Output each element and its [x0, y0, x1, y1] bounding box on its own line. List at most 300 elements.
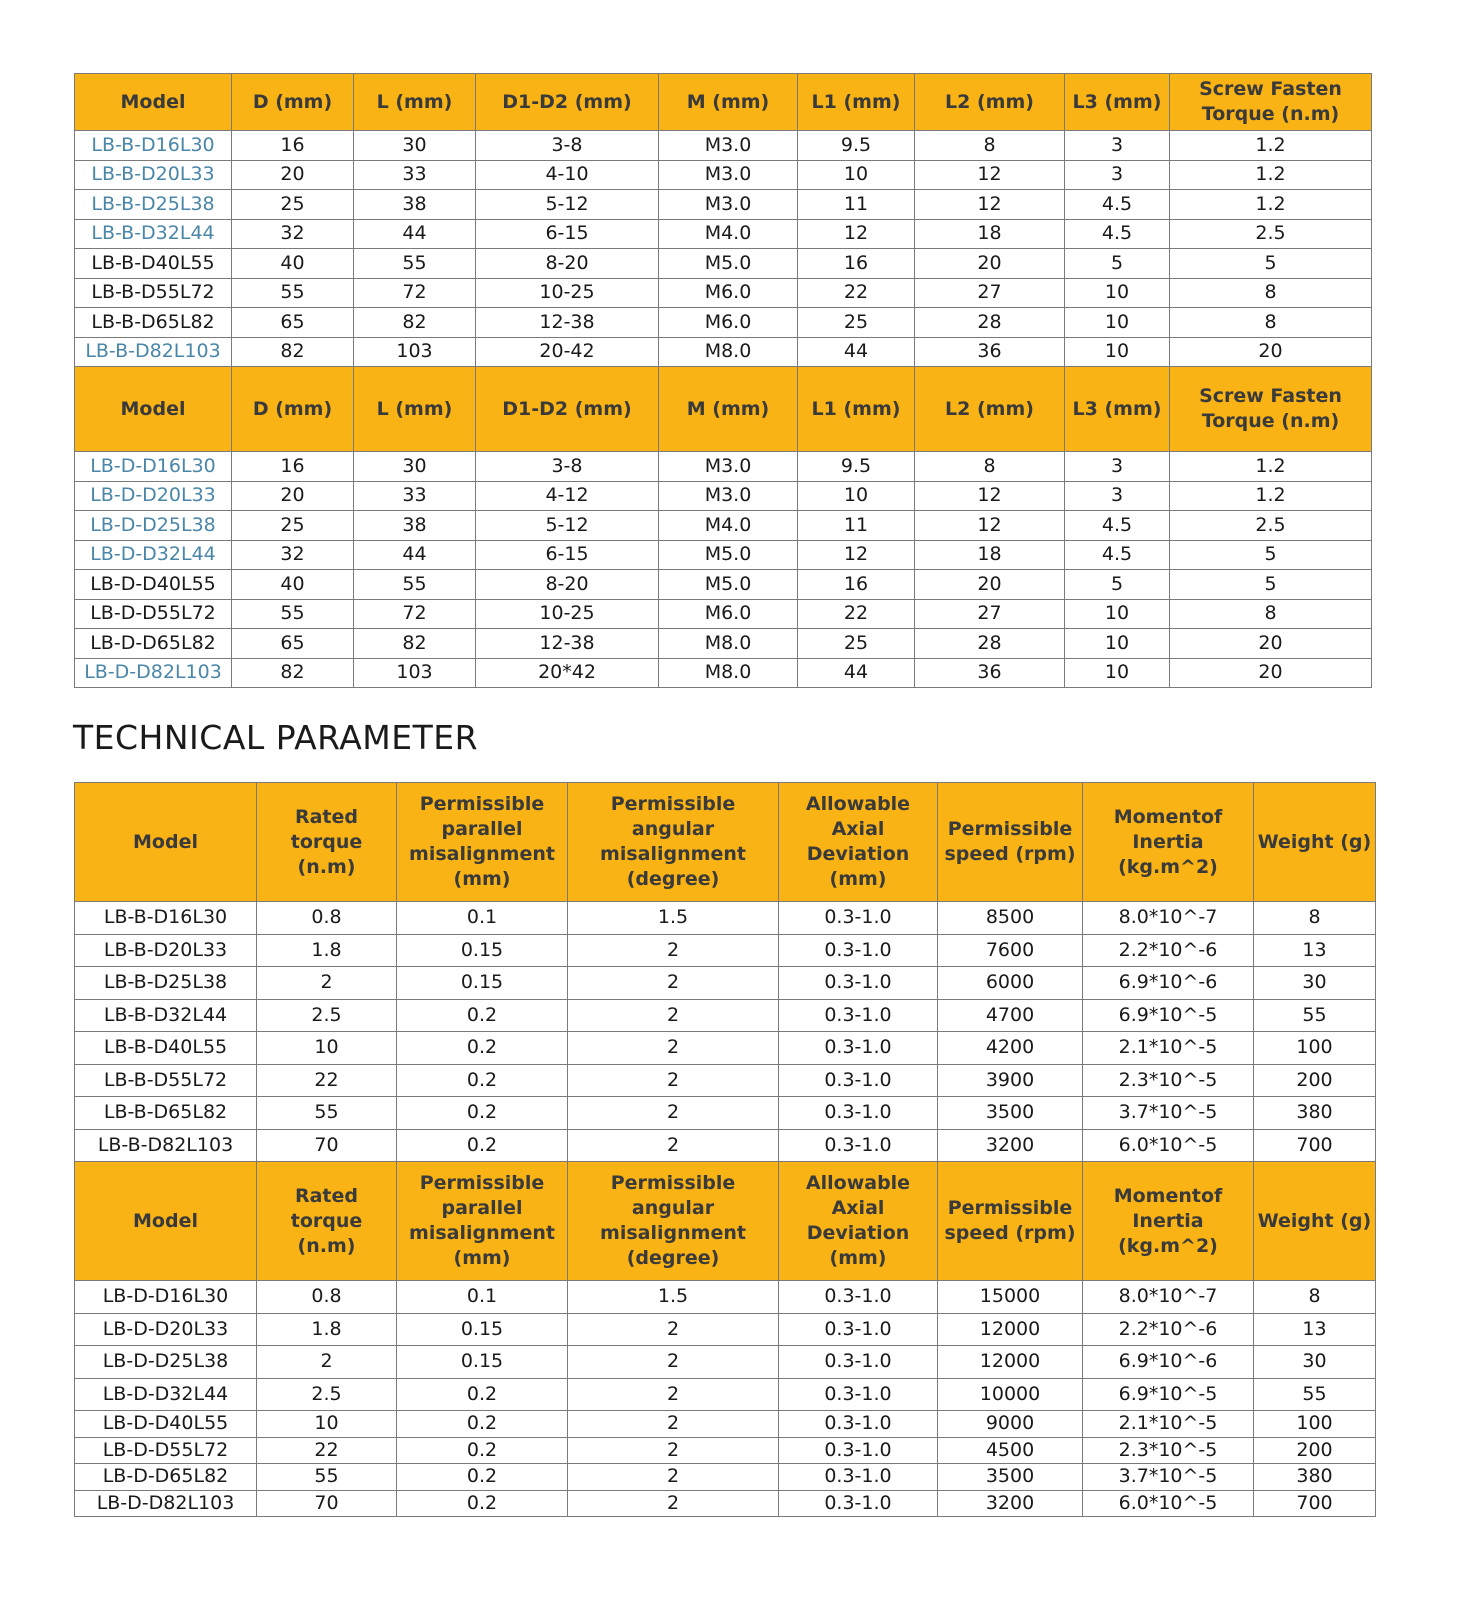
table-cell: 30: [354, 452, 476, 482]
model-cell: LB-D-D65L82: [75, 629, 232, 659]
column-header: Momentof Inertia (kg.m^2): [1083, 1162, 1254, 1281]
model-cell: LB-B-D82L103: [75, 1129, 257, 1162]
column-header: L (mm): [354, 74, 476, 131]
table-cell: 10: [1065, 308, 1170, 338]
column-header: Rated torque (n.m): [257, 1162, 397, 1281]
table-cell: 27: [915, 278, 1065, 308]
table-cell: 10-25: [476, 278, 659, 308]
table-row: [75, 1032, 1376, 1065]
column-header: Model: [75, 1162, 257, 1281]
table-cell: 2: [568, 1097, 779, 1130]
table-cell: 82: [232, 658, 354, 688]
column-header: L2 (mm): [915, 74, 1065, 131]
table-cell: 38: [354, 511, 476, 541]
table-cell: 20: [1170, 629, 1372, 659]
table-cell: M5.0: [659, 570, 798, 600]
table-cell: 44: [798, 337, 915, 367]
table-cell: 1.2: [1170, 190, 1372, 220]
table-row: [75, 308, 1372, 338]
table-cell: 3500: [938, 1464, 1083, 1491]
table-row: [75, 1064, 1376, 1097]
table-cell: 4500: [938, 1437, 1083, 1464]
table-row: [75, 570, 1372, 600]
table-cell: 100: [1254, 1032, 1376, 1065]
table-cell: 2.3*10^-5: [1083, 1437, 1254, 1464]
table-cell: 33: [354, 481, 476, 511]
table-cell: 0.2: [397, 1411, 568, 1438]
table-cell: 10-25: [476, 599, 659, 629]
table-cell: M6.0: [659, 599, 798, 629]
table-cell: 0.2: [397, 1097, 568, 1130]
table-cell: 700: [1254, 1490, 1376, 1517]
table-cell: 6.9*10^-5: [1083, 999, 1254, 1032]
column-header: D (mm): [232, 367, 354, 452]
table-row: [75, 1313, 1376, 1346]
table-cell: 55: [1254, 999, 1376, 1032]
table-cell: 10: [257, 1411, 397, 1438]
table-cell: 6.0*10^-5: [1083, 1490, 1254, 1517]
column-header: Model: [75, 367, 232, 452]
table-cell: 2.5: [1170, 219, 1372, 249]
table-cell: 0.2: [397, 1378, 568, 1411]
table-cell: M4.0: [659, 219, 798, 249]
column-header: Allowable Axial Deviation (mm): [779, 783, 938, 902]
column-header: L1 (mm): [798, 367, 915, 452]
table-cell: 1.5: [568, 1281, 779, 1314]
table-cell: M8.0: [659, 658, 798, 688]
table-cell: 0.15: [397, 934, 568, 967]
column-header: L2 (mm): [915, 367, 1065, 452]
table-cell: 0.1: [397, 1281, 568, 1314]
table-cell: 0.3-1.0: [779, 1281, 938, 1314]
column-header: D1-D2 (mm): [476, 367, 659, 452]
table-cell: 0.3-1.0: [779, 1313, 938, 1346]
table-cell: 0.15: [397, 967, 568, 1000]
table-cell: 0.2: [397, 1464, 568, 1491]
table-row: [75, 481, 1372, 511]
table-cell: 32: [232, 219, 354, 249]
table-cell: 3900: [938, 1064, 1083, 1097]
table-cell: 3: [1065, 160, 1170, 190]
table-cell: 30: [1254, 967, 1376, 1000]
table-cell: 82: [232, 337, 354, 367]
table-cell: 1.8: [257, 1313, 397, 1346]
table-row: [75, 1411, 1376, 1438]
column-header: Permissible speed (rpm): [938, 783, 1083, 902]
table-cell: 25: [798, 308, 915, 338]
table-cell: M4.0: [659, 511, 798, 541]
table-cell: 22: [798, 278, 915, 308]
table-cell: 0.3-1.0: [779, 902, 938, 935]
table-row: [75, 1437, 1376, 1464]
table-cell: 82: [354, 308, 476, 338]
table-cell: M3.0: [659, 481, 798, 511]
table-cell: 5: [1170, 249, 1372, 279]
model-cell: LB-D-D40L55: [75, 570, 232, 600]
table-cell: 0.2: [397, 1437, 568, 1464]
table-cell: 3-8: [476, 131, 659, 161]
table-cell: 10: [1065, 658, 1170, 688]
column-header: L3 (mm): [1065, 74, 1170, 131]
table-cell: 2.5: [257, 1378, 397, 1411]
model-link[interactable]: LB-B-D82L103: [75, 337, 232, 367]
table-cell: 5-12: [476, 511, 659, 541]
model-link[interactable]: LB-D-D25L38: [75, 511, 232, 541]
table-cell: 4-12: [476, 481, 659, 511]
table-cell: 12: [798, 219, 915, 249]
table-cell: 30: [354, 131, 476, 161]
column-header: Permissible angular misalignment (degree): [568, 1162, 779, 1281]
table-cell: 82: [354, 629, 476, 659]
table-cell: 16: [232, 131, 354, 161]
table-cell: 103: [354, 658, 476, 688]
table-cell: 8.0*10^-7: [1083, 902, 1254, 935]
table-cell: 28: [915, 308, 1065, 338]
table-cell: 7600: [938, 934, 1083, 967]
table-cell: 10: [1065, 599, 1170, 629]
table-cell: 55: [232, 599, 354, 629]
table-cell: 1.2: [1170, 452, 1372, 482]
table-cell: 8: [1170, 278, 1372, 308]
table-cell: 10: [257, 1032, 397, 1065]
table-cell: 12-38: [476, 629, 659, 659]
table-cell: 6-15: [476, 219, 659, 249]
table-cell: 2.1*10^-5: [1083, 1032, 1254, 1065]
table-cell: 0.2: [397, 1490, 568, 1517]
table-row: [75, 131, 1372, 161]
model-cell: LB-D-D55L72: [75, 1437, 257, 1464]
model-link[interactable]: LB-D-D82L103: [75, 658, 232, 688]
table-cell: 1.2: [1170, 131, 1372, 161]
table-cell: 4.5: [1065, 511, 1170, 541]
table-cell: 20: [232, 160, 354, 190]
model-cell: LB-D-D65L82: [75, 1464, 257, 1491]
table-cell: 2: [568, 1464, 779, 1491]
table-cell: 40: [232, 570, 354, 600]
model-cell: LB-D-D55L72: [75, 599, 232, 629]
table-cell: 0.3-1.0: [779, 1129, 938, 1162]
table-cell: 25: [232, 190, 354, 220]
table-cell: M3.0: [659, 452, 798, 482]
model-cell: LB-B-D40L55: [75, 249, 232, 279]
table-cell: 44: [354, 540, 476, 570]
model-cell: LB-D-D25L38: [75, 1346, 257, 1379]
table-cell: 0.2: [397, 1032, 568, 1065]
table-cell: 10: [798, 160, 915, 190]
table-cell: 5-12: [476, 190, 659, 220]
table-cell: 55: [1254, 1378, 1376, 1411]
table-row: [75, 902, 1376, 935]
table-cell: 6000: [938, 967, 1083, 1000]
table-cell: 22: [257, 1437, 397, 1464]
model-cell: LB-B-D65L82: [75, 1097, 257, 1130]
table-cell: 20: [915, 570, 1065, 600]
table-cell: 30: [1254, 1346, 1376, 1379]
table-row: [75, 1378, 1376, 1411]
table-cell: 0.3-1.0: [779, 1032, 938, 1065]
column-header: M (mm): [659, 367, 798, 452]
table-cell: 2: [568, 999, 779, 1032]
table-row: [75, 249, 1372, 279]
column-header: D1-D2 (mm): [476, 74, 659, 131]
table-cell: 6.9*10^-5: [1083, 1378, 1254, 1411]
table-cell: 2: [568, 934, 779, 967]
table-row: [75, 511, 1372, 541]
column-header: L1 (mm): [798, 74, 915, 131]
table-cell: 2.5: [257, 999, 397, 1032]
model-link[interactable]: LB-D-D20L33: [75, 481, 232, 511]
table-cell: 2.2*10^-6: [1083, 1313, 1254, 1346]
table-cell: 25: [798, 629, 915, 659]
table-row: [75, 1490, 1376, 1517]
table-row: [75, 452, 1372, 482]
table-cell: 9000: [938, 1411, 1083, 1438]
column-header: Model: [75, 74, 232, 131]
table-cell: 12-38: [476, 308, 659, 338]
table-row: [75, 934, 1376, 967]
column-header: Permissible parallel misalignment (mm): [397, 783, 568, 902]
table-cell: 0.15: [397, 1313, 568, 1346]
table-cell: M8.0: [659, 629, 798, 659]
table-cell: 2: [568, 967, 779, 1000]
table-cell: 1.2: [1170, 160, 1372, 190]
model-cell: LB-B-D16L30: [75, 902, 257, 935]
table-row: [75, 967, 1376, 1000]
table-cell: 3: [1065, 131, 1170, 161]
table-cell: 16: [798, 249, 915, 279]
table-cell: 20: [232, 481, 354, 511]
table-cell: 18: [915, 540, 1065, 570]
table-cell: 2.2*10^-6: [1083, 934, 1254, 967]
model-cell: LB-B-D40L55: [75, 1032, 257, 1065]
table-cell: 103: [354, 337, 476, 367]
table-cell: 1.2: [1170, 481, 1372, 511]
table-cell: 55: [354, 570, 476, 600]
table-cell: 3200: [938, 1129, 1083, 1162]
model-link[interactable]: LB-B-D25L38: [75, 190, 232, 220]
column-header: Screw Fasten Torque (n.m): [1170, 367, 1372, 452]
table-cell: 0.3-1.0: [779, 1064, 938, 1097]
table-cell: 4-10: [476, 160, 659, 190]
table-cell: 12000: [938, 1313, 1083, 1346]
table-cell: 20: [1170, 658, 1372, 688]
table-row: [75, 160, 1372, 190]
table-cell: 0.3-1.0: [779, 999, 938, 1032]
table-row: [75, 658, 1372, 688]
table-header-row: [75, 74, 1372, 131]
table-cell: 20: [1170, 337, 1372, 367]
model-cell: LB-D-D16L30: [75, 1281, 257, 1314]
column-header: Screw Fasten Torque (n.m): [1170, 74, 1372, 131]
table-cell: 3500: [938, 1097, 1083, 1130]
table-cell: 70: [257, 1129, 397, 1162]
table-cell: 55: [232, 278, 354, 308]
table-cell: 20: [915, 249, 1065, 279]
table-cell: M3.0: [659, 131, 798, 161]
technical-parameter-table: [74, 782, 1376, 1517]
table-cell: 2.1*10^-5: [1083, 1411, 1254, 1438]
table-cell: 16: [232, 452, 354, 482]
table-cell: 200: [1254, 1437, 1376, 1464]
model-cell: LB-D-D82L103: [75, 1490, 257, 1517]
column-header: Allowable Axial Deviation (mm): [779, 1162, 938, 1281]
model-cell: LB-B-D25L38: [75, 967, 257, 1000]
column-header: Weight (g): [1254, 1162, 1376, 1281]
table-cell: 10: [798, 481, 915, 511]
table-cell: 0.2: [397, 1064, 568, 1097]
table-cell: 4.5: [1065, 190, 1170, 220]
table-row: [75, 999, 1376, 1032]
model-link[interactable]: LB-B-D16L30: [75, 131, 232, 161]
table-cell: 2: [568, 1437, 779, 1464]
table-cell: 12: [915, 190, 1065, 220]
table-row: [75, 540, 1372, 570]
table-cell: 0.3-1.0: [779, 1346, 938, 1379]
model-cell: LB-D-D32L44: [75, 1378, 257, 1411]
table-cell: M3.0: [659, 160, 798, 190]
model-link[interactable]: LB-D-D16L30: [75, 452, 232, 482]
table-cell: 9.5: [798, 131, 915, 161]
table-cell: 12: [915, 481, 1065, 511]
table-cell: 8: [1254, 1281, 1376, 1314]
model-cell: LB-B-D20L33: [75, 934, 257, 967]
table-cell: 18: [915, 219, 1065, 249]
table-cell: 2: [568, 1378, 779, 1411]
table-cell: 4700: [938, 999, 1083, 1032]
table-cell: 27: [915, 599, 1065, 629]
table-cell: 0.3-1.0: [779, 1411, 938, 1438]
table-cell: 44: [354, 219, 476, 249]
model-link[interactable]: LB-B-D20L33: [75, 160, 232, 190]
table-row: [75, 629, 1372, 659]
dimensions-table: [74, 73, 1372, 688]
table-cell: 28: [915, 629, 1065, 659]
table-header-row: [75, 367, 1372, 452]
table-cell: 3.7*10^-5: [1083, 1464, 1254, 1491]
table-cell: 1.5: [568, 902, 779, 935]
table-cell: 3: [1065, 452, 1170, 482]
table-cell: 0.3-1.0: [779, 1490, 938, 1517]
table-cell: 2: [568, 1411, 779, 1438]
table-cell: 100: [1254, 1411, 1376, 1438]
table-cell: M8.0: [659, 337, 798, 367]
table-cell: 32: [232, 540, 354, 570]
table-cell: 2: [257, 1346, 397, 1379]
table-cell: 22: [257, 1064, 397, 1097]
table-cell: 4.5: [1065, 219, 1170, 249]
table-cell: 10: [1065, 337, 1170, 367]
technical-parameter-heading: TECHNICAL PARAMETER: [73, 718, 479, 757]
table-cell: 65: [232, 629, 354, 659]
table-cell: 6.9*10^-6: [1083, 1346, 1254, 1379]
table-cell: M6.0: [659, 278, 798, 308]
model-cell: LB-B-D55L72: [75, 1064, 257, 1097]
table-cell: 9.5: [798, 452, 915, 482]
table-header-row: [75, 1162, 1376, 1281]
model-link[interactable]: LB-D-D32L44: [75, 540, 232, 570]
table-cell: 8: [1254, 902, 1376, 935]
table-cell: 3: [1065, 481, 1170, 511]
column-header: D (mm): [232, 74, 354, 131]
table-cell: 3200: [938, 1490, 1083, 1517]
column-header: Permissible parallel misalignment (mm): [397, 1162, 568, 1281]
model-cell: LB-D-D40L55: [75, 1411, 257, 1438]
table-cell: 13: [1254, 1313, 1376, 1346]
table-cell: 5: [1065, 570, 1170, 600]
table-cell: 1.8: [257, 934, 397, 967]
model-cell: LB-B-D55L72: [75, 278, 232, 308]
table-cell: 8: [1170, 308, 1372, 338]
table-cell: 380: [1254, 1464, 1376, 1491]
table-cell: 15000: [938, 1281, 1083, 1314]
table-cell: 8-20: [476, 570, 659, 600]
table-cell: 0.3-1.0: [779, 1378, 938, 1411]
table-cell: 55: [354, 249, 476, 279]
column-header: M (mm): [659, 74, 798, 131]
table-cell: 16: [798, 570, 915, 600]
table-cell: 0.3-1.0: [779, 967, 938, 1000]
table-cell: M6.0: [659, 308, 798, 338]
table-cell: 10: [1065, 629, 1170, 659]
column-header: Weight (g): [1254, 783, 1376, 902]
table-row: [75, 1346, 1376, 1379]
table-cell: 38: [354, 190, 476, 220]
table-cell: 4.5: [1065, 540, 1170, 570]
table-cell: 200: [1254, 1064, 1376, 1097]
table-cell: 5: [1065, 249, 1170, 279]
column-header: Momentof Inertia (kg.m^2): [1083, 783, 1254, 902]
table-cell: 0.2: [397, 1129, 568, 1162]
table-cell: 0.3-1.0: [779, 1437, 938, 1464]
table-cell: 380: [1254, 1097, 1376, 1130]
table-row: [75, 337, 1372, 367]
table-cell: 2: [568, 1032, 779, 1065]
table-cell: 55: [257, 1464, 397, 1491]
table-cell: M3.0: [659, 190, 798, 220]
column-header: Model: [75, 783, 257, 902]
table-cell: 0.3-1.0: [779, 1464, 938, 1491]
table-cell: 12000: [938, 1346, 1083, 1379]
column-header: L3 (mm): [1065, 367, 1170, 452]
column-header: Permissible angular misalignment (degree): [568, 783, 779, 902]
table-cell: 0.2: [397, 999, 568, 1032]
table-cell: 0.3-1.0: [779, 934, 938, 967]
table-header-row: [75, 783, 1376, 902]
table-cell: M5.0: [659, 249, 798, 279]
model-cell: LB-B-D32L44: [75, 999, 257, 1032]
table-cell: 8: [915, 131, 1065, 161]
column-header: L (mm): [354, 367, 476, 452]
table-cell: 13: [1254, 934, 1376, 967]
table-cell: 8.0*10^-7: [1083, 1281, 1254, 1314]
model-link[interactable]: LB-B-D32L44: [75, 219, 232, 249]
table-cell: 33: [354, 160, 476, 190]
table-cell: M5.0: [659, 540, 798, 570]
table-cell: 25: [232, 511, 354, 541]
table-cell: 8: [1170, 599, 1372, 629]
table-cell: 2: [568, 1129, 779, 1162]
table-row: [75, 190, 1372, 220]
table-cell: 2: [568, 1490, 779, 1517]
table-cell: 22: [798, 599, 915, 629]
table-row: [75, 219, 1372, 249]
table-cell: 0.15: [397, 1346, 568, 1379]
table-cell: 2: [257, 967, 397, 1000]
table-cell: 2: [568, 1346, 779, 1379]
table-cell: 0.3-1.0: [779, 1097, 938, 1130]
table-cell: 36: [915, 337, 1065, 367]
table-cell: 12: [915, 160, 1065, 190]
